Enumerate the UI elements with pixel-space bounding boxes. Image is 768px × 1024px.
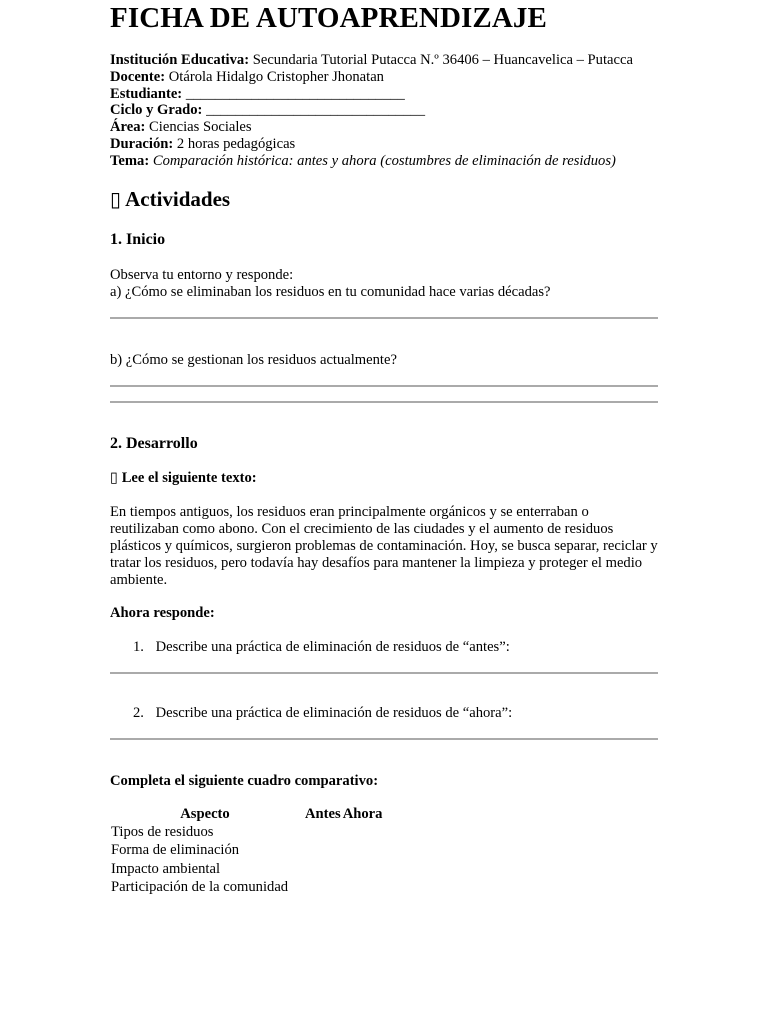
document-title: FICHA DE AUTOAPRENDIZAJE bbox=[110, 2, 547, 34]
meta-label: Área: bbox=[110, 119, 146, 136]
answer-line bbox=[110, 317, 658, 319]
meta-label: Institución Educativa: bbox=[110, 52, 250, 68]
table-cell: Tipos de residuos bbox=[111, 823, 214, 840]
answer-line bbox=[110, 738, 658, 740]
table-cell-empty[interactable] bbox=[343, 860, 385, 879]
meta-duracion bbox=[110, 136, 658, 153]
table-cell-empty[interactable] bbox=[343, 841, 385, 860]
actividades-heading bbox=[110, 186, 658, 212]
table-row bbox=[110, 878, 384, 897]
inicio-question-b: b) ¿Cómo se gestionan los residuos actualmente? bbox=[110, 351, 397, 368]
table-cell-empty[interactable] bbox=[300, 878, 343, 897]
meta-label: Estudiante: bbox=[110, 85, 183, 102]
list-item bbox=[110, 639, 658, 656]
meta-institucion bbox=[110, 52, 658, 69]
list-number: 2. bbox=[133, 704, 144, 721]
inicio-heading: 1. Inicio bbox=[110, 230, 166, 248]
table-row bbox=[110, 841, 384, 860]
missing-glyph-icon: ▯ bbox=[110, 468, 119, 486]
table-row bbox=[110, 823, 384, 842]
header-info bbox=[110, 52, 658, 170]
answer-line bbox=[110, 385, 658, 387]
meta-value: 2 horas pedagógicas bbox=[176, 135, 296, 152]
list-item bbox=[110, 705, 658, 722]
missing-glyph-icon: ▯ bbox=[110, 186, 122, 211]
questions-list bbox=[110, 639, 658, 656]
meta-label: Docente: bbox=[110, 68, 166, 85]
meta-area bbox=[110, 119, 658, 136]
actividades-heading-text: Actividades bbox=[125, 186, 231, 211]
meta-estudiante bbox=[110, 86, 658, 103]
questions-list bbox=[110, 705, 658, 722]
list-number: 1. bbox=[133, 638, 144, 655]
read-label-text: Lee el siguiente texto: bbox=[121, 469, 257, 486]
meta-tema bbox=[110, 153, 658, 170]
meta-blank: ______________________________ bbox=[206, 102, 425, 119]
table-cell: Forma de eliminación bbox=[111, 842, 240, 859]
table-header-cell: Ahora bbox=[342, 805, 383, 822]
answer-line bbox=[110, 672, 658, 674]
table-cell-empty[interactable] bbox=[343, 823, 385, 842]
inicio-question-a: a) ¿Cómo se eliminaban los residuos en tu comunidad hace varias décadas? bbox=[110, 283, 551, 300]
meta-ciclo bbox=[110, 102, 658, 119]
meta-docente bbox=[110, 69, 658, 86]
respond-label: Ahora responde: bbox=[110, 604, 215, 621]
read-label bbox=[110, 469, 658, 487]
answer-line bbox=[110, 401, 658, 403]
table-cell: Participación de la comunidad bbox=[111, 879, 289, 896]
table-cell-empty[interactable] bbox=[300, 823, 343, 842]
desarrollo-heading: 2. Desarrollo bbox=[110, 434, 198, 452]
comparison-table bbox=[110, 805, 384, 897]
table-header-row bbox=[110, 805, 384, 823]
table-label: Completa el siguiente cuadro comparativo: bbox=[110, 772, 379, 789]
reading-paragraph: En tiempos antiguos, los residuos eran principalmente orgánicos y se enterraban o reutilizaban como abono. Con el crecimiento de las ciudades y el aumento de residuos plásticos y químicos, surgieron problemas de contaminación. Hoy, se busca separar, reciclar y tratar los residuos, pero todavía hay desafíos para mantener la limpieza y proteger el medio ambiente. bbox=[110, 503, 658, 588]
table-cell: Impacto ambiental bbox=[111, 860, 221, 877]
list-text: Describe una práctica de eliminación de residuos de “ahora”: bbox=[155, 704, 513, 721]
meta-label: Tema: bbox=[110, 152, 150, 169]
table-header-cell: Aspecto bbox=[180, 805, 230, 822]
meta-value: Otárola Hidalgo Cristopher Jhonatan bbox=[168, 68, 384, 85]
table-cell-empty[interactable] bbox=[300, 841, 343, 860]
meta-value: Secundaria Tutorial Putacca N.º 36406 – Huancavelica – Putacca bbox=[252, 52, 633, 68]
table-cell-empty[interactable] bbox=[300, 860, 343, 879]
meta-blank: ______________________________ bbox=[185, 85, 405, 102]
meta-label: Duración: bbox=[110, 135, 174, 152]
table-row bbox=[110, 860, 384, 879]
meta-label: Ciclo y Grado: bbox=[110, 102, 203, 119]
table-cell-empty[interactable] bbox=[343, 878, 385, 897]
inicio-intro: Observa tu entorno y responde: bbox=[110, 266, 294, 283]
document-content bbox=[110, 0, 658, 897]
table-header-cell: Antes bbox=[305, 805, 341, 822]
list-text: Describe una práctica de eliminación de residuos de “antes”: bbox=[155, 638, 510, 655]
meta-value: Ciencias Sociales bbox=[149, 119, 252, 136]
meta-value: Comparación histórica: antes y ahora (costumbres de eliminación de residuos) bbox=[152, 152, 616, 169]
